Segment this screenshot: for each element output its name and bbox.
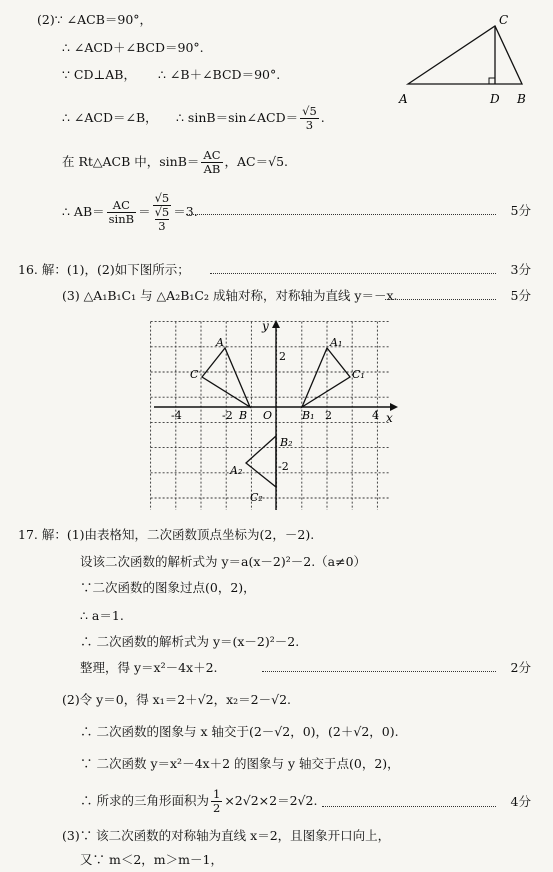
x-tick-label: 2 — [325, 409, 332, 422]
p15-line4b: ∴ sinB＝sin∠ACD＝ $\frac{√5}{3}$ . — [176, 104, 325, 132]
point-b-label: B — [517, 92, 526, 106]
p17-line12: 又∵ m＜2，m＞m－1， — [80, 852, 223, 867]
triangle-figure — [395, 8, 535, 108]
p15-line2: ∴ ∠ACD＋∠BCD＝90°. — [62, 40, 204, 55]
leader-dots — [385, 299, 496, 300]
p15-line3b: ∴ ∠B＋∠BCD＝90°. — [158, 67, 281, 82]
p15-line6: ∴ AB＝ $\frac{AC}{\sin B}$ ＝ √5 √5 3 ＝3. — [62, 191, 198, 233]
origin-label: O — [263, 409, 273, 422]
score-label: 2分 — [510, 660, 531, 675]
point-a-label: A — [216, 336, 224, 349]
triangle-acb — [408, 26, 522, 84]
point-b1-label: B₁ — [302, 409, 315, 422]
p17-line9: ∵ 二次函数 y＝x²－4x＋2 的图象与 y 轴交于点(0，2)， — [80, 756, 400, 771]
x-tick-label: -4 — [171, 409, 182, 422]
p15-line1: (2)∵ ∠ACB＝90°， — [37, 12, 153, 27]
score-label: 5分 — [510, 288, 531, 303]
point-a1-label: A₁ — [330, 336, 343, 349]
p16-line2: (3) △A₁B₁C₁ 与 △A₂B₁C₂ 成轴对称，对称轴为直线 y＝－x. — [62, 288, 398, 303]
p17-line6: 整理，得 y＝x²－4x＋2. — [80, 660, 218, 675]
point-c2-label: C₂ — [250, 491, 263, 504]
p17-line3: ∵二次函数的图象过点(0，2)， — [80, 580, 256, 595]
triangle-a2b2c2 — [246, 436, 276, 487]
y-tick-label: 2 — [279, 350, 286, 363]
score-label: 5分 — [510, 203, 531, 218]
p17-line7: (2)令 y＝0，得 x₁＝2＋√2，x₂＝2－√2. — [62, 692, 292, 707]
point-c1-label: C₁ — [352, 368, 365, 381]
leader-dots — [186, 214, 496, 215]
point-a2-label: A₂ — [230, 464, 243, 477]
coordinate-grid-figure — [150, 318, 402, 514]
leader-dots — [210, 273, 496, 274]
y-axis-label: y — [262, 319, 269, 333]
right-angle-mark — [489, 78, 495, 84]
score-label: 4分 — [510, 794, 531, 809]
p17-line5: ∴ 二次函数的解析式为 y＝(x－2)²－2. — [80, 634, 300, 649]
x-tick-label: 4 — [372, 409, 379, 422]
p17-line8: ∴ 二次函数的图象与 x 轴交于(2－√2，0)，(2＋√2，0). — [80, 724, 399, 739]
p15-line3a: ∵ CD⊥AB， — [62, 67, 136, 82]
p17-line2: 设该二次函数的解析式为 y＝a(x－2)²－2.（a≠0） — [80, 554, 367, 569]
point-c-label: C — [190, 368, 199, 381]
score-label: 3分 — [510, 262, 531, 277]
p16-line1: 16. 解：(1)，(2)如下图所示； — [18, 262, 190, 277]
x-tick-label: -2 — [222, 409, 233, 422]
triangle-a1b1c1 — [302, 348, 350, 407]
point-a-label: A — [399, 92, 408, 106]
leader-dots — [262, 671, 496, 672]
p17-line11: (3)∵ 该二次函数的对称轴为直线 x＝2，且图象开口向上， — [62, 828, 391, 843]
p15-line5: 在 Rt△ACB 中，sinB＝ $\frac{AC}{AB}$ ，AC＝√5. — [62, 148, 289, 176]
point-b2-label: B₂ — [280, 436, 293, 449]
p17-line4: ∴ a＝1. — [80, 608, 124, 623]
point-d-label: D — [490, 92, 500, 106]
leader-dots — [322, 806, 496, 807]
p17-line1: 17. 解：(1)由表格知，二次函数顶点坐标为(2，－2). — [18, 527, 315, 542]
p17-line10: ∴ 所求的三角形面积为 $\frac{1}{2}$ ×2√2×2＝2√2. — [80, 787, 318, 815]
point-b-label: B — [239, 409, 248, 422]
p15-line4a: ∴ ∠ACD＝∠B， — [62, 110, 158, 125]
x-axis-arrow — [390, 403, 398, 411]
y-tick-label: -2 — [278, 460, 289, 473]
x-axis-label: x — [386, 411, 393, 425]
point-c-label: C — [499, 13, 509, 27]
